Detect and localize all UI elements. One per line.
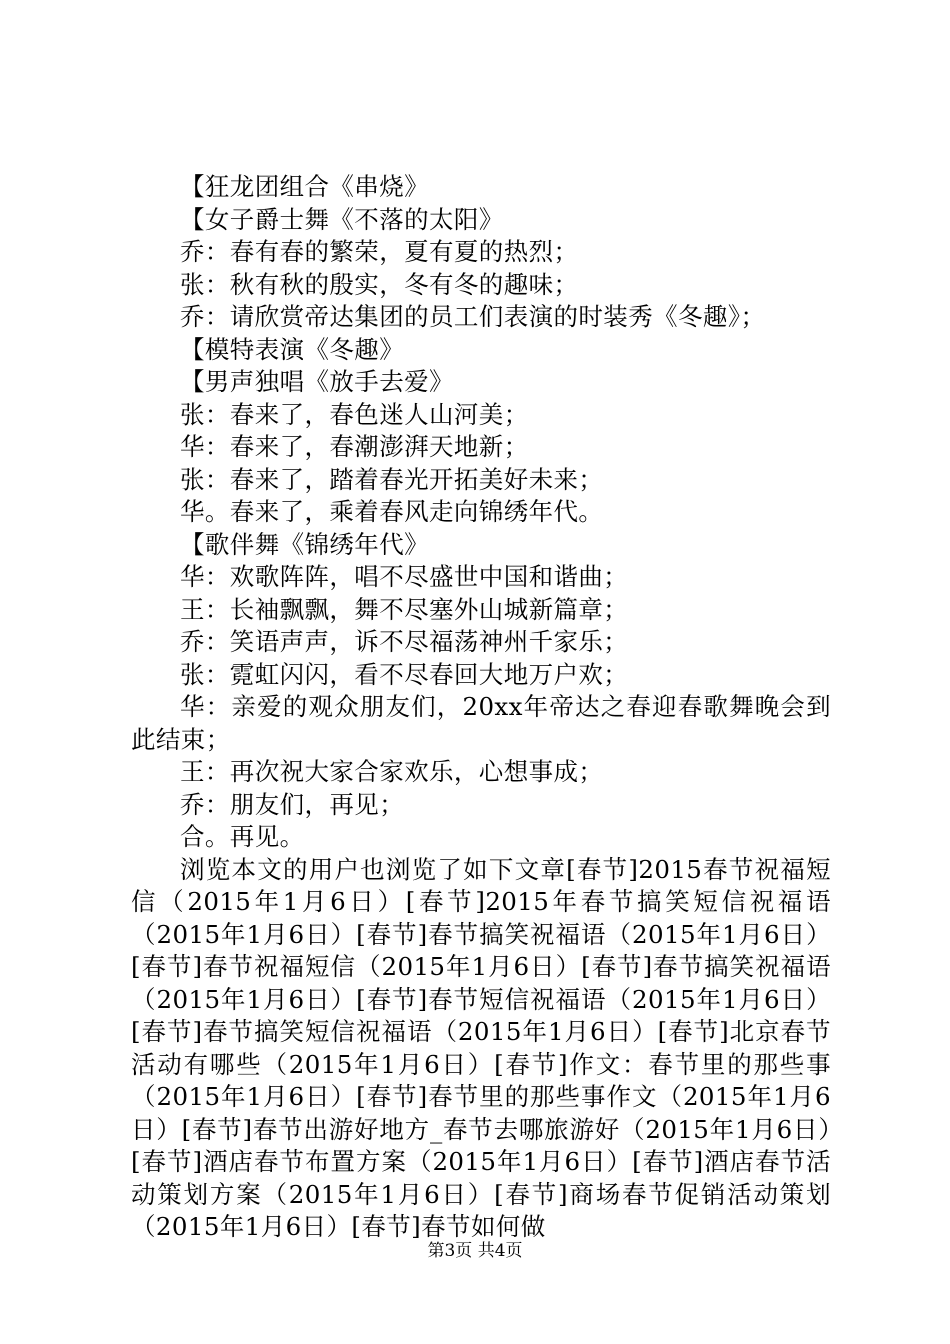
script-line: 【女子爵士舞《不落的太阳》 (180, 204, 504, 234)
script-line: 合。再见。 (180, 822, 305, 851)
script-line: 【狂龙团组合《串烧》 (180, 172, 429, 201)
script-line: 【模特表演《冬趣》 (180, 334, 405, 364)
script-line: 乔：请欣赏帝达集团的员工们表演的时装秀《冬趣》； (180, 302, 766, 331)
script-line: 【男声独唱《放手去爱》 (180, 367, 454, 396)
script-line: 【歌伴舞《锦绣年代》 (180, 529, 429, 559)
page-number-footer: 第3页 共4页 (427, 1241, 523, 1261)
script-line: 王：再次祝大家合家欢乐，心想事成； (180, 757, 604, 786)
script-line: 张：秋有秋的殷实，冬有冬的趣味； (180, 269, 579, 299)
script-line: 乔：笑语声声，诉不尽福荡神州千家乐； (180, 627, 629, 656)
script-line: 华。春来了，乘着春风走向锦绣年代。 (180, 497, 604, 526)
script-line: 华：欢歌阵阵，唱不尽盛世中国和谐曲； (180, 562, 629, 591)
script-line: 乔：春有春的繁荣，夏有夏的热烈； (180, 237, 579, 266)
closing-paragraph: 华：亲爱的观众朋友们，20xx年帝达之春迎春歌舞晚会到此结束； (131, 692, 831, 754)
script-line: 张：霓虹闪闪，看不尽春回大地万户欢； (180, 659, 629, 689)
script-line: 王：长袖飘飘，舞不尽塞外山城新篇章； (180, 594, 629, 624)
script-line: 张：春来了，春色迷人山河美； (180, 399, 529, 429)
script-line: 张：春来了，踏着春光开拓美好未来； (180, 464, 604, 494)
script-line: 乔：朋友们，再见； (180, 789, 405, 819)
script-line: 华：春来了，春潮澎湃天地新； (180, 432, 529, 461)
related-articles-paragraph: 浏览本文的用户也浏览了如下文章[春节]2015春节祝福短信（2015年1月6日）[春节]2015年春节搞笑短信祝福语（2015年1月6日）[春节]春节搞笑祝福语（2015年1月6日）[春节]春节祝福短信（2015年1月6日）[春节]春节搞笑祝福语（2015年1月6日）[春节]春节短信祝福语（2015年1月6日）[春节]春节搞笑短信祝福语（2015年1月6日）[春节]北京春节活动有哪些（2015年1月6日）[春节]作文：春节里的那些事（2015年1月6日）[春节]春节里的那些事作文（2015年1月6日）[春节]春节出游好地方_春节去哪旅游好（2015年1月6日）[春节]酒店春节布置方案（2015年1月6日）[春节]酒店春节活动策划方案（2015年1月6日）[春节]商场春节促销活动策划（2015年1月6日）[春节]春节如何做 (131, 854, 831, 1241)
document-body (131, 171, 831, 1244)
